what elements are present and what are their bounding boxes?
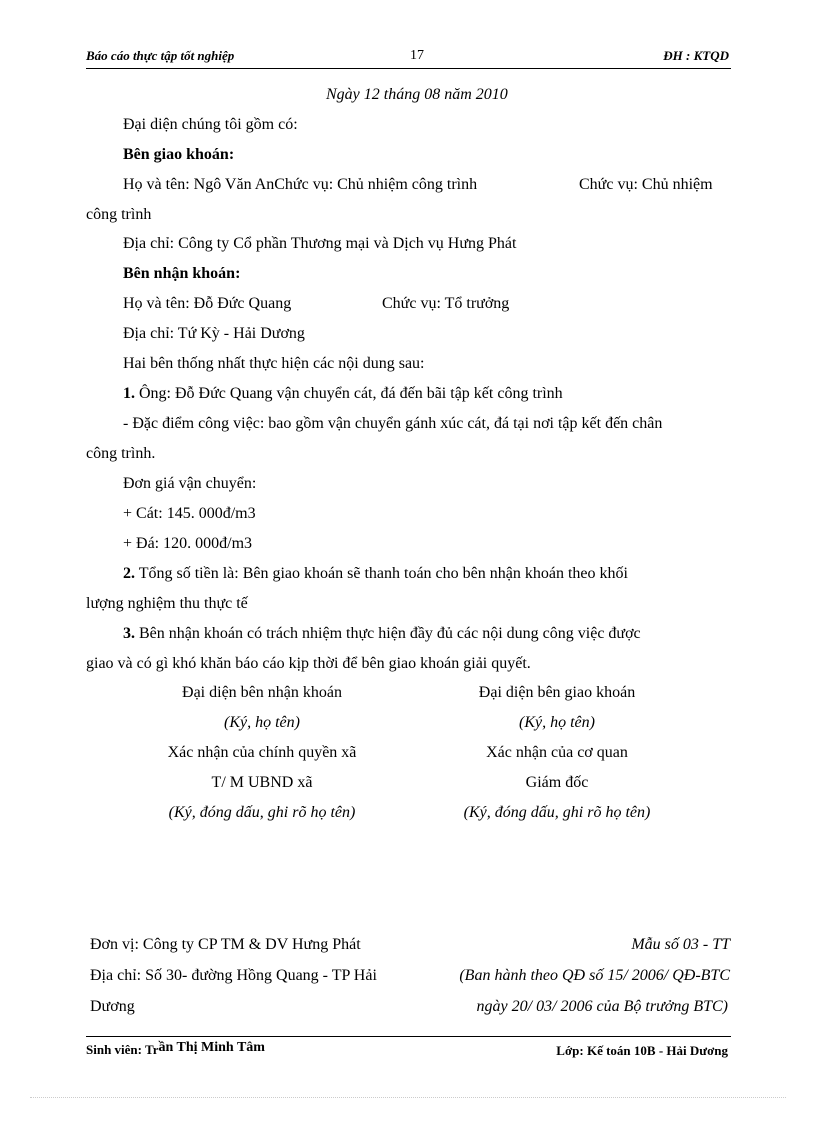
item-3-cont: giao và có gì khó khăn báo cáo kịp thời để bên giao khoán giải quyết. <box>86 655 531 672</box>
party-b-name: Họ và tên: Đỗ Đức Quang <box>123 295 292 312</box>
right-org: Giám đốc <box>525 774 589 791</box>
page-number: 17 <box>410 48 424 63</box>
item-1-text: Ông: Đỗ Đức Quang vận chuyển cát, đá đến bãi tập kết công trình <box>135 385 563 402</box>
item-3 <box>123 624 641 644</box>
item-2-text: Tổng số tiền là: Bên giao khoán sẽ thanh toán cho bên nhận khoán theo khối <box>135 565 628 582</box>
header-university: ĐH : KTQD <box>663 48 729 63</box>
agreement-text: Hai bên thống nhất thực hiện các nội dung sau: <box>123 355 425 372</box>
header-title: Báo cáo thực tập tốt nghiệp <box>86 48 235 63</box>
footer-student <box>86 1042 265 1059</box>
party-a-role-cont: công trình <box>86 206 152 223</box>
item-2-number: 2. <box>123 565 135 582</box>
sign-right-title: Đại diện bên giao khoán <box>478 684 636 701</box>
left-confirm-note: (Ký, đóng dấu, ghi rõ họ tên) <box>168 804 356 821</box>
sign-left-note: (Ký, họ tên) <box>224 714 300 731</box>
contract-date: Ngày 12 tháng 08 năm 2010 <box>326 86 508 103</box>
party-a-role: Chức vụ: Chủ nhiệm <box>579 176 713 193</box>
sign-right-note: (Ký, họ tên) <box>519 714 595 731</box>
form-address: Địa chỉ: Số 30- đường Hồng Quang - TP Hải <box>90 967 377 984</box>
item-2-cont: lượng nghiệm thu thực tế <box>86 595 248 612</box>
form-number: Mẫu số 03 - TT <box>631 936 730 953</box>
party-b-address: Địa chỉ: Tứ Kỳ - Hải Dương <box>123 325 305 342</box>
item-3-text: Bên nhận khoán có trách nhiệm thực hiện đầy đủ các nội dung công việc được <box>135 625 641 642</box>
party-a-address: Địa chỉ: Công ty Cổ phần Thương mại và Dịch vụ Hưng Phát <box>123 235 517 252</box>
price-sand: + Cát: 145. 000đ/m3 <box>123 505 256 522</box>
page-header <box>86 46 731 69</box>
item-1-number: 1. <box>123 385 135 402</box>
intro-text: Đại diện chúng tôi gồm có: <box>123 116 298 133</box>
form-regulation: (Ban hành theo QĐ số 15/ 2006/ QĐ-BTC <box>459 967 730 984</box>
party-a-heading: Bên giao khoán: <box>123 146 235 163</box>
footer-class: Lớp: Kế toán 10B - Hải Dương <box>556 1043 728 1058</box>
form-regulation-date: ngày 20/ 03/ 2006 của Bộ trưởng BTC) <box>476 998 728 1015</box>
left-org: T/ M UBND xã <box>211 774 313 791</box>
item-2 <box>123 564 628 584</box>
form-unit: Đơn vị: Công ty CP TM & DV Hưng Phát <box>90 936 361 953</box>
student-label: Sinh viên: Tr <box>86 1042 159 1057</box>
work-description-cont: công trình. <box>86 445 156 462</box>
work-description: - Đặc điểm công việc: bao gồm vận chuyển gánh xúc cát, đá tại nơi tập kết đến chân <box>123 415 663 432</box>
sign-left-title: Đại diện bên nhận khoán <box>182 684 342 701</box>
right-confirm-note: (Ký, đóng dấu, ghi rõ họ tên) <box>463 804 651 821</box>
party-b-role: Chức vụ: Tổ trưởng <box>382 295 510 312</box>
party-b-heading: Bên nhận khoán: <box>123 265 241 282</box>
student-name: ần Thị Minh Tâm <box>158 1040 265 1055</box>
page-bottom-border <box>30 1097 786 1098</box>
item-1 <box>123 384 563 404</box>
item-3-number: 3. <box>123 625 135 642</box>
form-address-cont: Dương <box>90 998 135 1015</box>
right-confirm: Xác nhận của cơ quan <box>486 744 628 761</box>
party-a-name: Họ và tên: Ngô Văn AnChức vụ: Chủ nhiệm công trình <box>123 176 478 193</box>
left-confirm: Xác nhận của chính quyền xã <box>167 744 357 761</box>
price-stone: + Đá: 120. 000đ/m3 <box>123 535 253 552</box>
footer-divider <box>86 1036 731 1037</box>
price-heading: Đơn giá vận chuyển: <box>123 475 257 492</box>
